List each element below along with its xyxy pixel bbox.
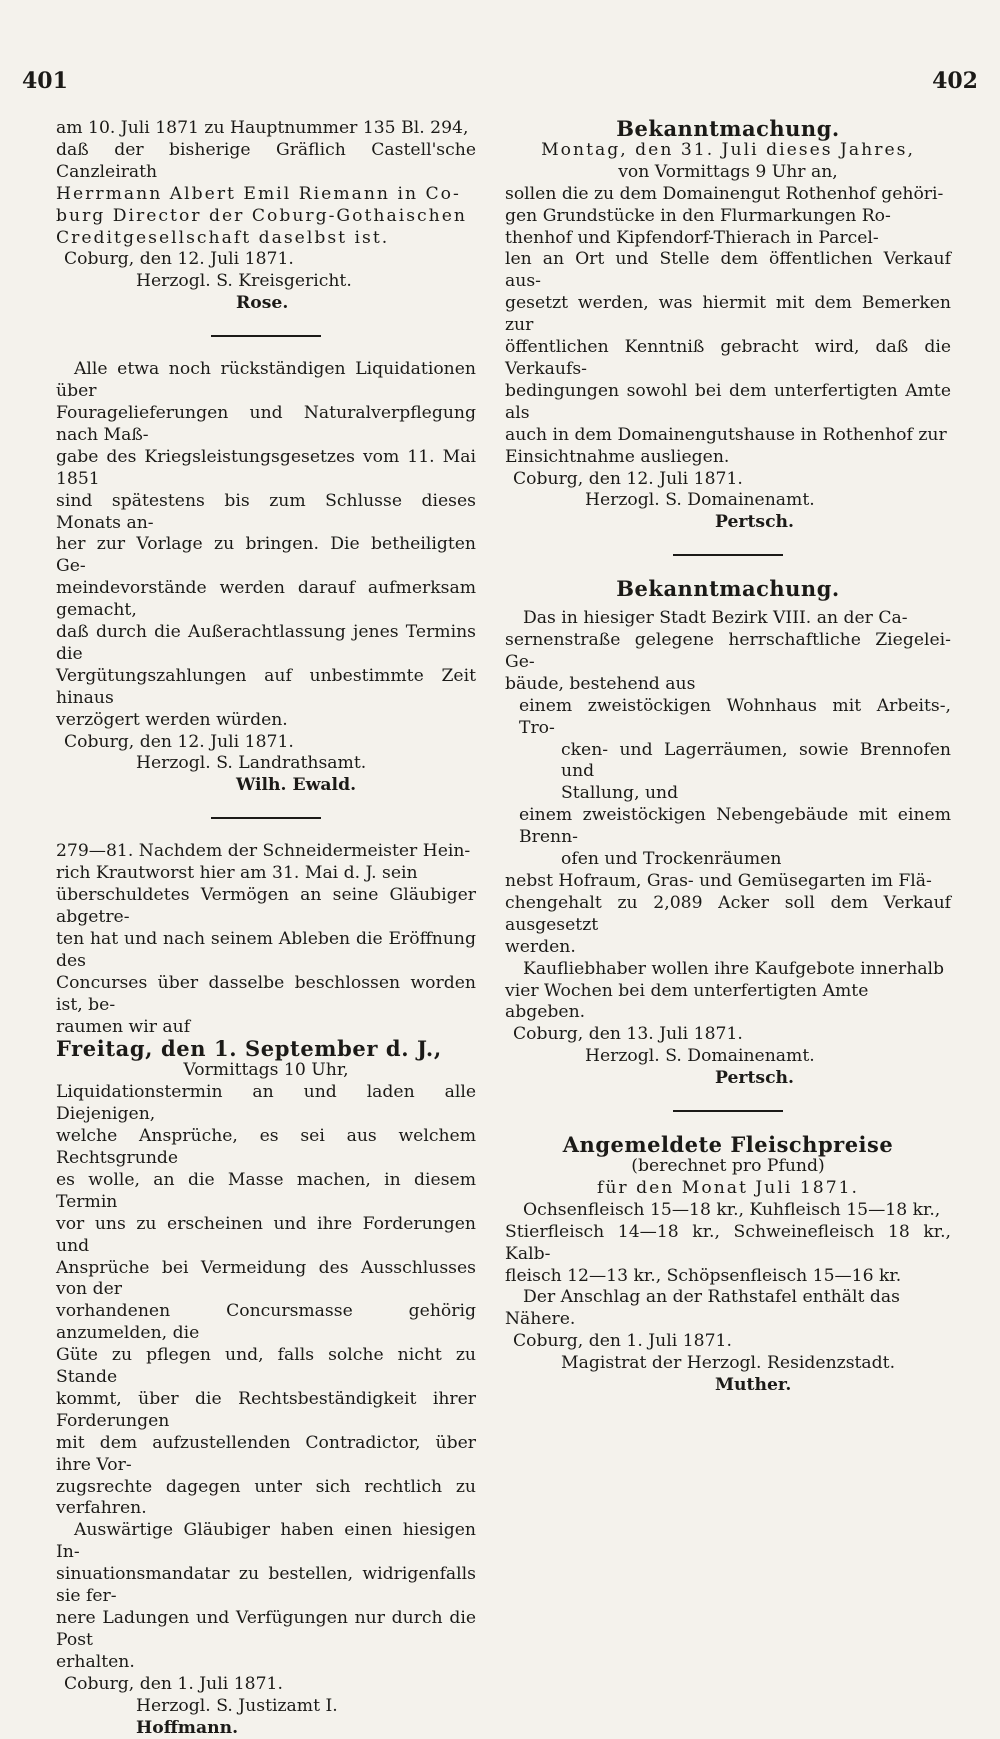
notice-line: Der Anschlag an der Rathstafel enthält das Nähere. [505, 1287, 900, 1330]
notice-line: werden. [505, 936, 576, 957]
notice-line: raumen wir auf [56, 1016, 191, 1037]
notice-line: sinuationsmandatar zu bestellen, widrigenfalls sie fer- [56, 1564, 476, 1607]
page-number-right: 402 [932, 68, 978, 94]
notice-line: Concurses über dasselbe beschlossen worden ist, be- [56, 972, 476, 1015]
notice-meat-prices [505, 1134, 951, 1397]
signature: Pertsch. [715, 512, 795, 533]
list-item: cken- und Lagerräumen, sowie Brennofen und [561, 739, 951, 782]
list-item: einem zweistöckigen Nebengebäude mit einem Brenn- [519, 805, 951, 848]
notice-line: rich Krautworst hier am 31. Mai d. J. sein [56, 863, 418, 884]
notice-ziegelei [505, 578, 951, 1090]
notice-auction-rothenhof [505, 118, 951, 534]
right-column [505, 118, 951, 1397]
notice-register-entry [56, 118, 476, 315]
notice-line: ten hat und nach seinem Ableben die Eröffnung des [56, 928, 476, 971]
list-item: Stallung, und [561, 783, 679, 804]
notice-line: Ansprüche bei Vermeidung des Ausschlusses von der [56, 1257, 476, 1300]
price-line: Stierfleisch 14—18 kr., Schweinefleisch 18 kr., Kalb- [505, 1221, 951, 1264]
place-date: Coburg, den 1. Juli 1871. [64, 1673, 283, 1694]
place-date: Coburg, den 13. Juli 1871. [513, 1024, 743, 1045]
notice-line: vier Wochen bei dem unterfertigten Amte abgeben. [505, 980, 869, 1023]
notice-line: Creditgesellschaft daselbst ist. [56, 227, 390, 248]
notice-line: auch in dem Domainengutshause in Rothenhof zur [505, 424, 947, 445]
place-date: Coburg, den 1. Juli 1871. [513, 1331, 732, 1352]
signature: Hoffmann. [136, 1717, 239, 1738]
notice-line: Alle etwa noch rückständigen Liquidationen über [56, 359, 476, 402]
divider-rule [211, 335, 321, 337]
signature: Muther. [715, 1375, 792, 1396]
list-item: einem zweistöckigen Wohnhaus mit Arbeits-, Tro- [519, 695, 951, 738]
notice-line: überschuldetes Vermögen an seine Gläubiger abgetre- [56, 885, 476, 927]
place-date: Coburg, den 12. Juli 1871. [64, 249, 294, 270]
authority: Herzogl. S. Domainenamt. [585, 490, 815, 511]
notice-line: Fouragelieferungen und Naturalverpflegung nach Maß- [56, 402, 476, 445]
price-line: Ochsenfleisch 15—18 kr., Kuhfleisch 15—18 kr., [523, 1199, 941, 1220]
notice-line: 279—81. Nachdem der Schneidermeister Hein- [56, 841, 471, 862]
notice-line: Das in hiesiger Stadt Bezirk VIII. an der Ca- [523, 608, 908, 629]
notice-line: es wolle, an die Masse machen, in diesem Termin [56, 1169, 476, 1212]
notice-line: Vergütungszahlungen auf unbestimmte Zeit hinaus [56, 665, 476, 708]
notice-line: vorhandenen Concursmasse gehörig anzumelden, die [56, 1301, 476, 1344]
notice-line: öffentlichen Kenntniß gebracht wird, daß die Verkaufs- [505, 337, 951, 379]
notice-line: daß der bisherige Gräflich Castell'sche Canzleirath [56, 139, 476, 182]
notice-line: zugsrechte dagegen unter sich rechtlich zu verfahren. [56, 1476, 476, 1519]
notice-concurs [56, 841, 476, 1739]
notice-line: erhalten. [56, 1651, 135, 1672]
place-date: Coburg, den 12. Juli 1871. [64, 731, 294, 752]
notice-liquidations [56, 359, 476, 797]
month-line: für den Monat Juli 1871. [596, 1177, 860, 1198]
hearing-time: Vormittags 10 Uhr, [183, 1060, 349, 1081]
notice-line: bäude, bestehend aus [505, 673, 696, 694]
notice-line: chengehalt zu 2,089 Acker soll dem Verkauf ausgesetzt [505, 892, 951, 935]
notice-line: Güte zu pflegen und, falls solche nicht zu Stande [56, 1345, 476, 1388]
notice-line: her zur Vorlage zu bringen. Die betheiligten Ge- [56, 534, 476, 577]
notice-line: gen Grundstücke in den Flurmarkungen Ro- [505, 205, 891, 226]
notice-line: Kaufliebhaber wollen ihre Kaufgebote innerhalb [523, 958, 945, 979]
divider-rule [673, 554, 783, 556]
auction-date: Montag, den 31. Juli dieses Jahres, [541, 139, 915, 160]
notice-line: mit dem aufzustellenden Contradictor, über ihre Vor- [56, 1432, 476, 1475]
divider-rule [673, 1110, 783, 1112]
notice-line: gabe des Kriegsleistungsgesetzes vom 11. Mai 1851 [56, 446, 476, 489]
left-column [56, 118, 476, 1739]
signature: Rose. [236, 293, 289, 314]
notice-line: meindevorstände werden darauf aufmerksam gemacht, [56, 578, 476, 621]
notice-line: kommt, über die Rechtsbeständigkeit ihrer Forderungen [56, 1388, 476, 1431]
notice-line: gesetzt werden, was hiermit mit dem Bemerken zur [505, 293, 951, 336]
list-item: ofen und Trockenräumen [561, 849, 782, 870]
notice-line: Einsichtnahme ausliegen. [505, 446, 730, 467]
notice-line: sind spätestens bis zum Schlusse dieses Monats an- [56, 490, 476, 533]
page-number-left: 401 [22, 68, 68, 94]
notice-line: sollen die zu dem Domainengut Rothenhof gehöri- [505, 183, 944, 204]
notice-line: nebst Hofraum, Gras- und Gemüsegarten im Flä- [505, 871, 932, 891]
notice-subheading: (berechnet pro Pfund) [631, 1155, 825, 1176]
auction-time: von Vormittags 9 Uhr an, [618, 161, 838, 182]
notice-line: Auswärtige Gläubiger haben einen hiesigen In- [56, 1520, 476, 1563]
notice-line: nere Ladungen und Verfügungen nur durch die Post [56, 1608, 476, 1650]
notice-line: am 10. Juli 1871 zu Hauptnummer 135 Bl. 294, [56, 118, 469, 138]
signature: Pertsch. [715, 1068, 795, 1089]
authority: Herzogl. S. Landrathsamt. [136, 753, 367, 774]
notice-line: Liquidationstermin an und laden alle Diejenigen, [56, 1082, 476, 1125]
notice-heading: Bekanntmachung. [616, 116, 840, 141]
authority: Magistrat der Herzogl. Residenzstadt. [561, 1353, 896, 1374]
signature: Wilh. Ewald. [236, 775, 357, 796]
notice-line: burg Director der Coburg-Gothaischen [56, 205, 467, 226]
notice-line: len an Ort und Stelle dem öffentlichen Verkauf aus- [505, 249, 951, 292]
notice-line: verzögert werden würden. [56, 709, 288, 730]
notice-line: bedingungen sowohl bei dem unterfertigten Amte als [505, 380, 951, 423]
authority: Herzogl. S. Kreisgericht. [136, 271, 352, 292]
authority: Herzogl. S. Justizamt I. [136, 1695, 338, 1716]
price-line: fleisch 12—13 kr., Schöpsenfleisch 15—16 kr. [505, 1265, 902, 1286]
notice-line: Herrmann Albert Emil Riemann in Co- [56, 183, 461, 204]
authority: Herzogl. S. Domainenamt. [585, 1046, 815, 1067]
place-date: Coburg, den 12. Juli 1871. [513, 468, 743, 489]
notice-heading: Angemeldete Fleischpreise [562, 1132, 894, 1158]
divider-rule [211, 817, 321, 819]
notice-line: daß durch die Außerachtlassung jenes Termins die [56, 622, 476, 664]
notice-line: vor uns zu erscheinen und ihre Forderungen und [56, 1213, 476, 1256]
notice-heading: Bekanntmachung. [616, 576, 840, 602]
hearing-date: Freitag, den 1. September d. J., [56, 1036, 442, 1062]
notice-line: sernenstraße gelegene herrschaftliche Ziegelei-Ge- [505, 630, 951, 672]
notice-line: thenhof und Kipfendorf-Thierach in Parcel- [505, 227, 879, 248]
notice-line: welche Ansprüche, es sei aus welchem Rechtsgrunde [56, 1126, 476, 1168]
